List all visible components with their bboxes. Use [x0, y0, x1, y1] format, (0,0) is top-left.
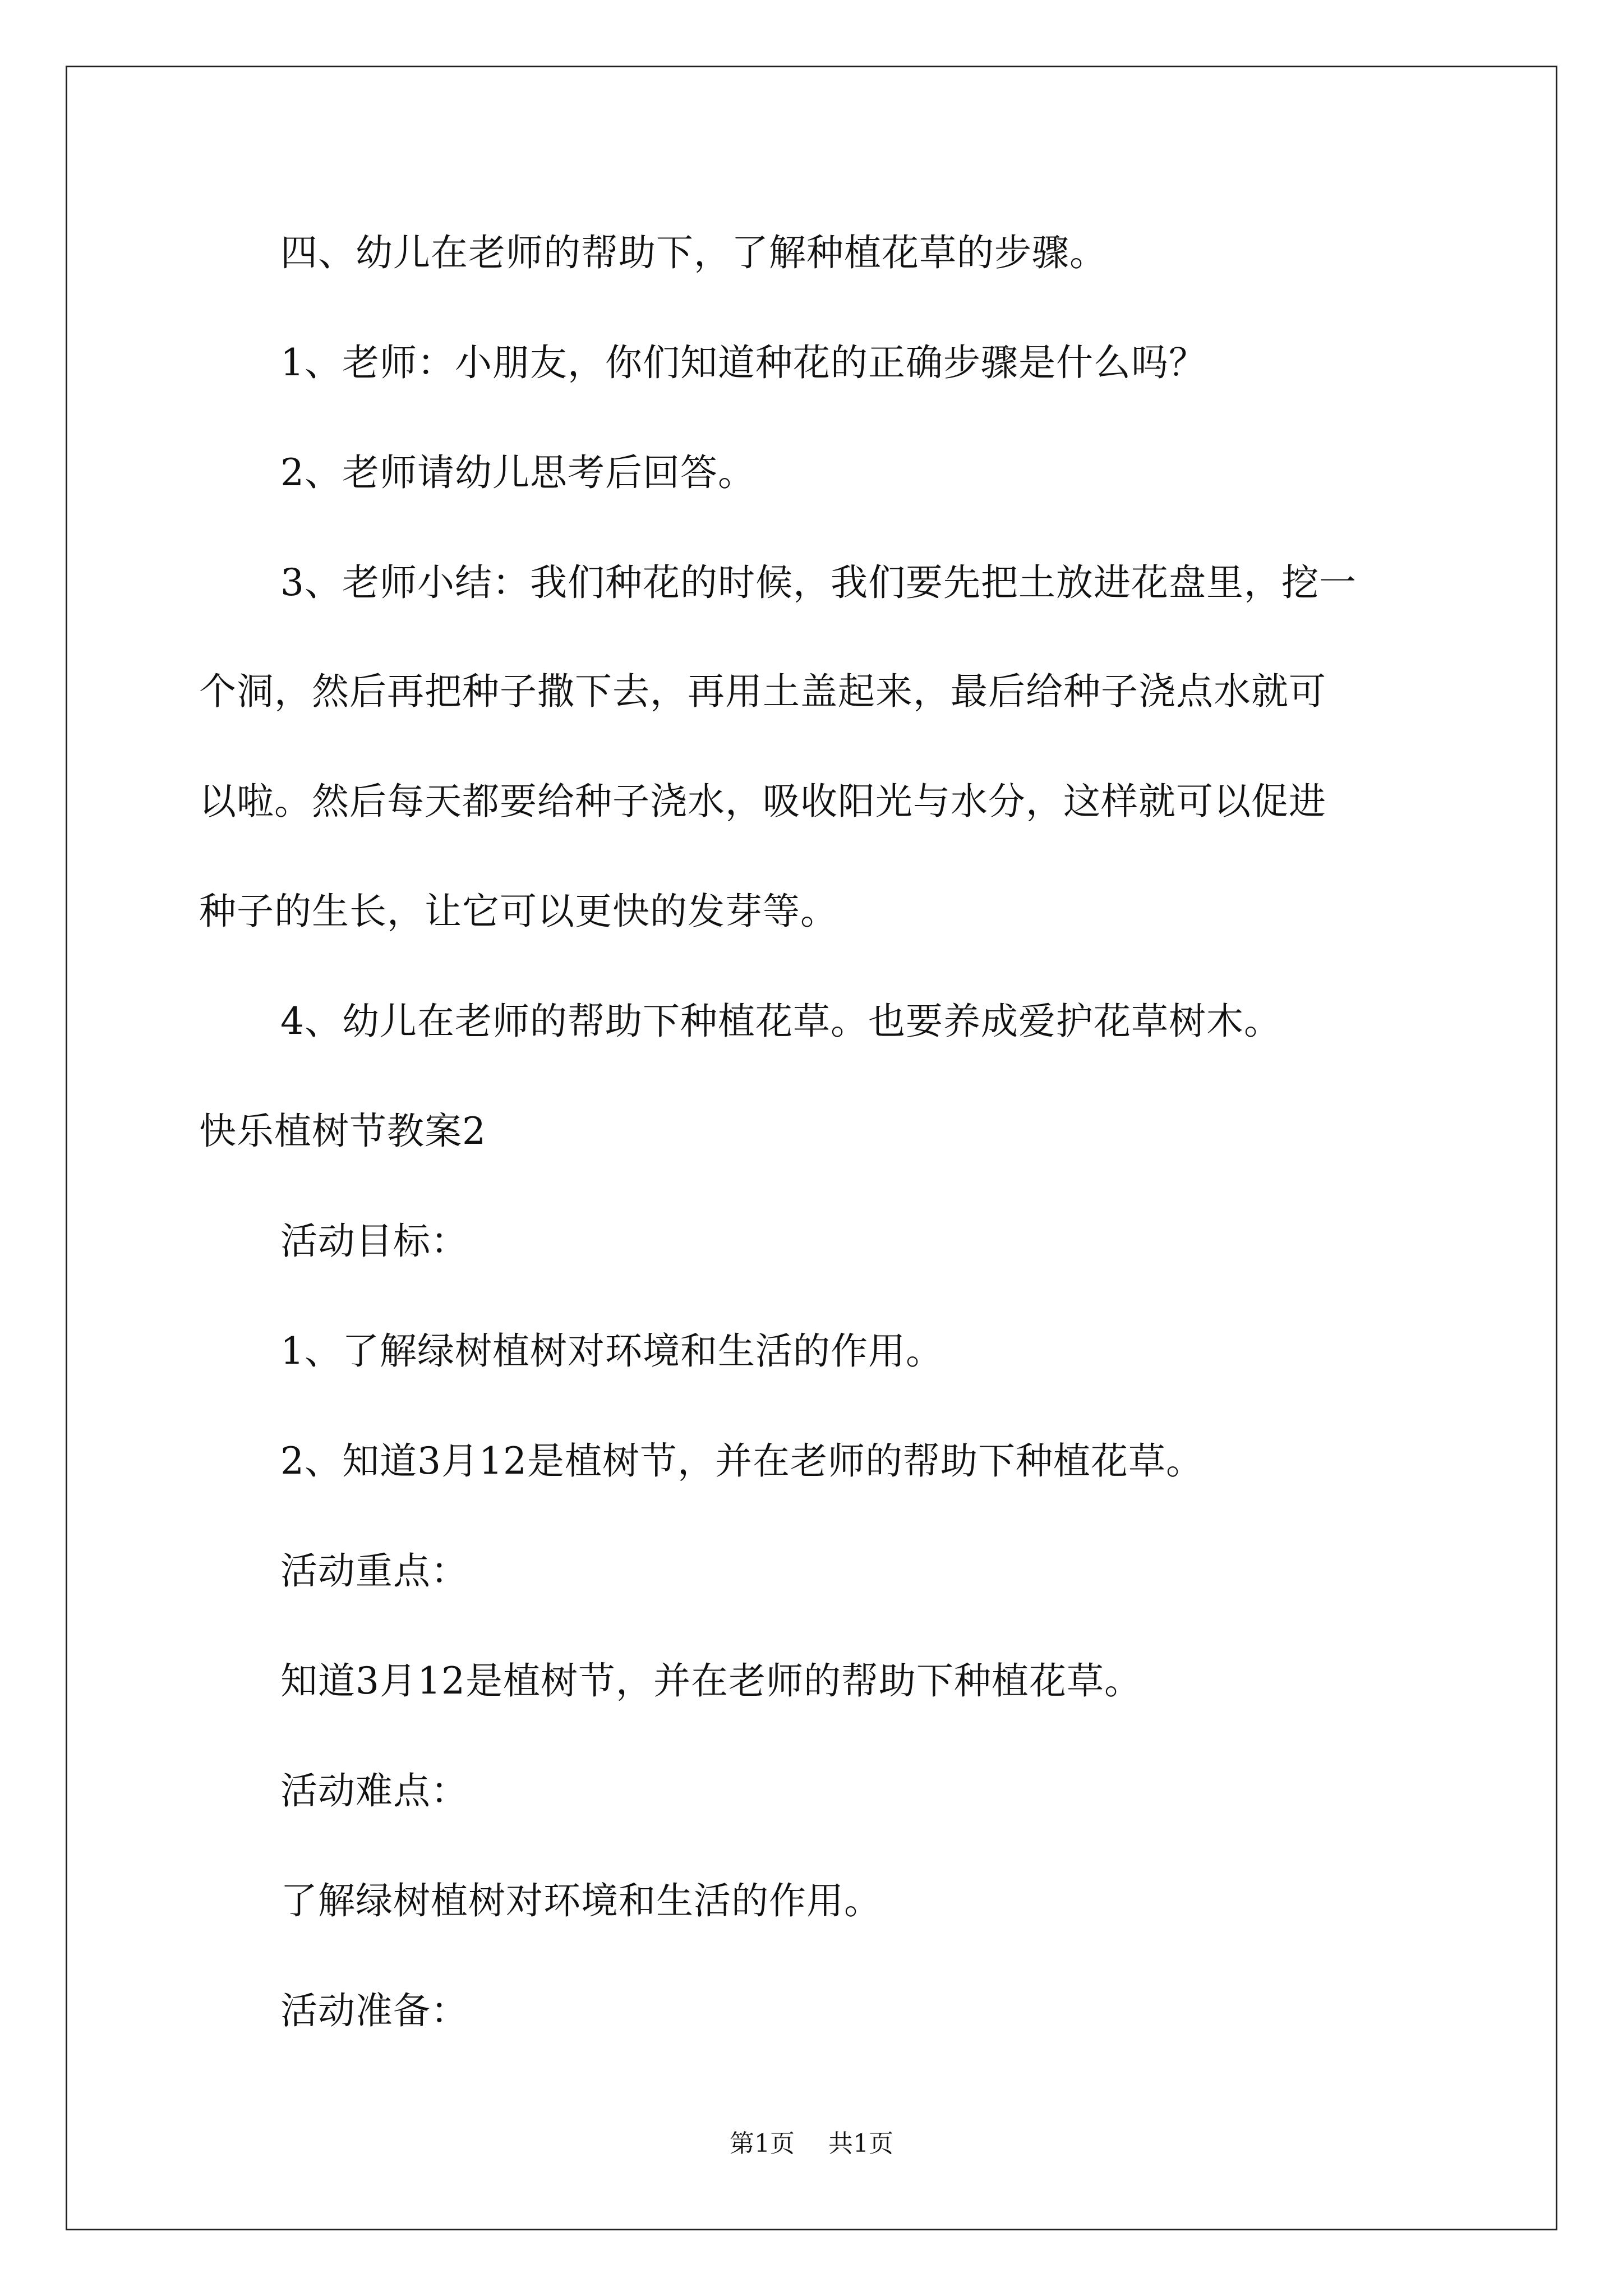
paragraph-planting: 4、幼儿在老师的帮助下种植花草。也要养成爱护花草树木。 [280, 1000, 1281, 1043]
paragraph-summary-line-4: 种子的生长，让它可以更快的发芽等。 [199, 890, 838, 933]
heading-preparation: 活动准备： [280, 1989, 468, 2032]
heading-key-points: 活动重点： [280, 1549, 468, 1593]
paragraph-answer: 2、老师请幼儿思考后回答。 [280, 451, 755, 494]
paragraph-step-four: 四、幼儿在老师的帮助下，了解种植花草的步骤。 [280, 231, 1107, 274]
paragraph-summary-line-3: 以啦。然后每天都要给种子浇水，吸收阳光与水分，这样就可以促进 [199, 780, 1326, 823]
heading-difficulties: 活动难点： [280, 1769, 468, 1812]
page-total: 共1页 [828, 2129, 893, 2158]
paragraph-summary-line-2: 个洞，然后再把种子撒下去，再用土盖起来，最后给种子浇点水就可 [199, 670, 1326, 713]
page-number: 第1页 [730, 2129, 795, 2158]
heading-goals: 活动目标： [280, 1220, 468, 1263]
key-point-text: 知道3月12是植树节，并在老师的帮助下种植花草。 [280, 1659, 1142, 1703]
difficulty-text: 了解绿树植树对环境和生活的作用。 [280, 1879, 882, 1922]
page-footer [0, 2129, 1623, 2158]
goal-item-2: 2、知道3月12是植树节，并在老师的帮助下种植花草。 [280, 1439, 1204, 1483]
section-title: 快乐植树节教案2 [199, 1110, 486, 1153]
paragraph-summary-line-1: 3、老师小结：我们种花的时候，我们要先把土放进花盘里，挖一 [280, 561, 1357, 604]
goal-item-1: 1、了解绿树植树对环境和生活的作用。 [280, 1329, 943, 1373]
paragraph-question: 1、老师：小朋友，你们知道种花的正确步骤是什么吗？ [280, 341, 1206, 384]
